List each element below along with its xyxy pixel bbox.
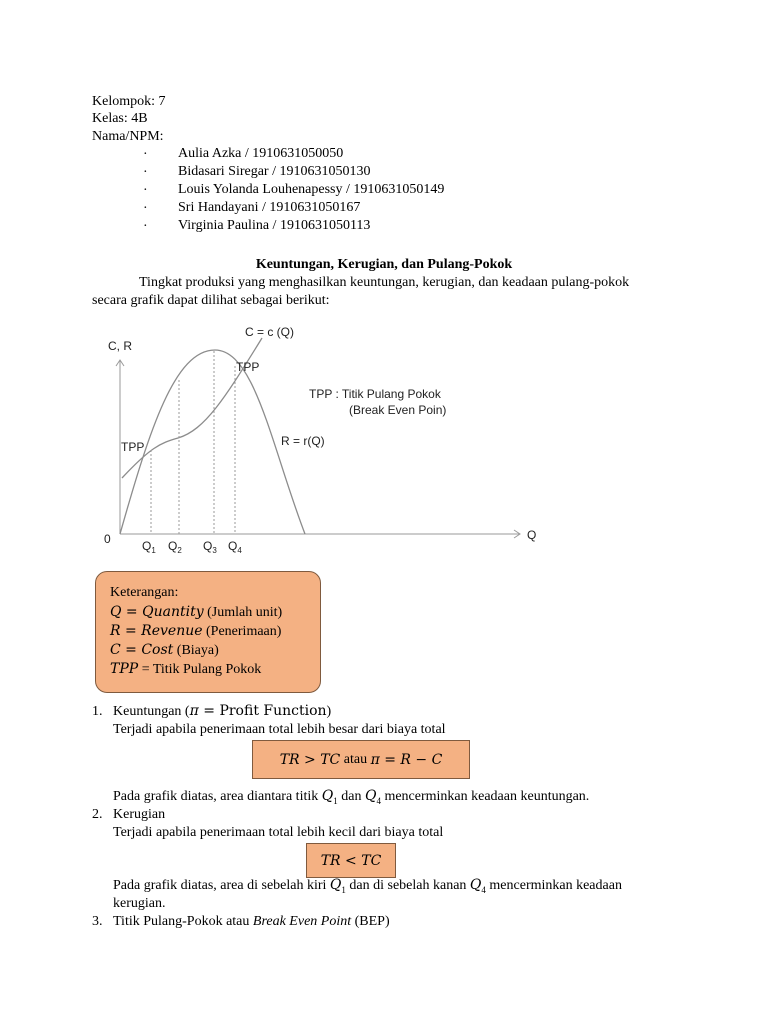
nama-npm-line: Nama/NPM: xyxy=(92,129,164,144)
section-2-note: Pada grafik diatas, area di sebelah kiri $Q_1$ dan di sebelah kanan $Q_4$ mencerminkan keadaan xyxy=(113,877,622,895)
legend-row-q: Q = Quantity (Jumlah unit) xyxy=(110,604,283,620)
q3-label: $Q_3$ xyxy=(203,539,217,555)
member-item: Bidasari Siregar / 1910631050130 xyxy=(178,164,371,179)
section-2-heading: Kerugian xyxy=(113,807,166,822)
q1-label: $Q_1$ xyxy=(142,539,156,555)
legend-heading: Keterangan: xyxy=(110,585,179,600)
q4-label: $Q_4$ xyxy=(228,539,242,555)
y-axis-label: C, R xyxy=(108,339,132,353)
member-item: Aulia Azka / 1910631050050 xyxy=(178,146,344,161)
profit-formula-box: TR > TC atau π = R − C xyxy=(252,740,470,779)
bullet: · xyxy=(143,201,148,216)
intro-line-1: Tingkat produksi yang menghasilkan keuntungan, kerugian, dan keadaan pulang-pokok xyxy=(139,275,630,290)
cost-curve-label: C = c (Q) xyxy=(245,325,295,339)
section-3-number: 3. xyxy=(92,914,103,929)
legend-row-tpp: TPP = Titik Pulang Pokok xyxy=(110,661,262,677)
legend-row-c: C = Cost (Biaya) xyxy=(110,642,219,658)
tpp-label-left: TPP xyxy=(121,440,145,454)
section-1-note: Pada grafik diatas, area diantara titik $Q_1$ dan $Q_4$ mencerminkan keadaan keuntungan. xyxy=(113,788,590,806)
x-axis-label: Q xyxy=(527,528,537,542)
section-1-heading: Keuntungan (π = Profit Function) xyxy=(113,703,332,719)
member-item: Virginia Paulina / 1910631050113 xyxy=(178,218,371,233)
section-1-desc: Terjadi apabila penerimaan total lebih besar dari biaya total xyxy=(113,722,446,737)
section-title: Keuntungan, Kerugian, dan Pulang-Pokok xyxy=(255,257,513,272)
kelompok-line: Kelompok: 7 xyxy=(92,94,166,109)
kelas-line: Kelas: 4B xyxy=(92,111,148,126)
member-item: Sri Handayani / 1910631050167 xyxy=(178,200,361,215)
intro-line-2: secara grafik dapat dilihat sebagai berikut: xyxy=(92,293,330,308)
revenue-curve xyxy=(120,350,305,534)
section-2-note-cont: kerugian. xyxy=(113,896,166,911)
loss-formula-box: TR < TC xyxy=(306,843,396,878)
bullet: · xyxy=(143,219,148,234)
origin-label: 0 xyxy=(104,532,111,546)
section-1-number: 1. xyxy=(92,704,103,719)
legend-row-r: R = Revenue (Penerimaan) xyxy=(110,623,282,639)
tpp-label-right: TPP xyxy=(236,360,260,374)
section-3-heading: Titik Pulang-Pokok atau Break Even Point (BEP) xyxy=(113,914,390,929)
revenue-curve-label: R = r(Q) xyxy=(281,434,325,448)
break-even-graph xyxy=(0,318,768,558)
q2-label: $Q_2$ xyxy=(168,539,182,555)
legend-box xyxy=(95,571,321,693)
section-2-desc: Terjadi apabila penerimaan total lebih kecil dari biaya total xyxy=(113,825,444,840)
section-2-number: 2. xyxy=(92,807,103,822)
tpp-def-line-2: (Break Even Poin) xyxy=(349,403,447,417)
bullet: · xyxy=(143,183,148,198)
tpp-def-line-1: TPP : Titik Pulang Pokok xyxy=(309,387,441,401)
member-item: Louis Yolanda Louhenapessy / 1910631050149 xyxy=(178,182,445,197)
bullet: · xyxy=(143,147,148,162)
bullet: · xyxy=(143,165,148,180)
